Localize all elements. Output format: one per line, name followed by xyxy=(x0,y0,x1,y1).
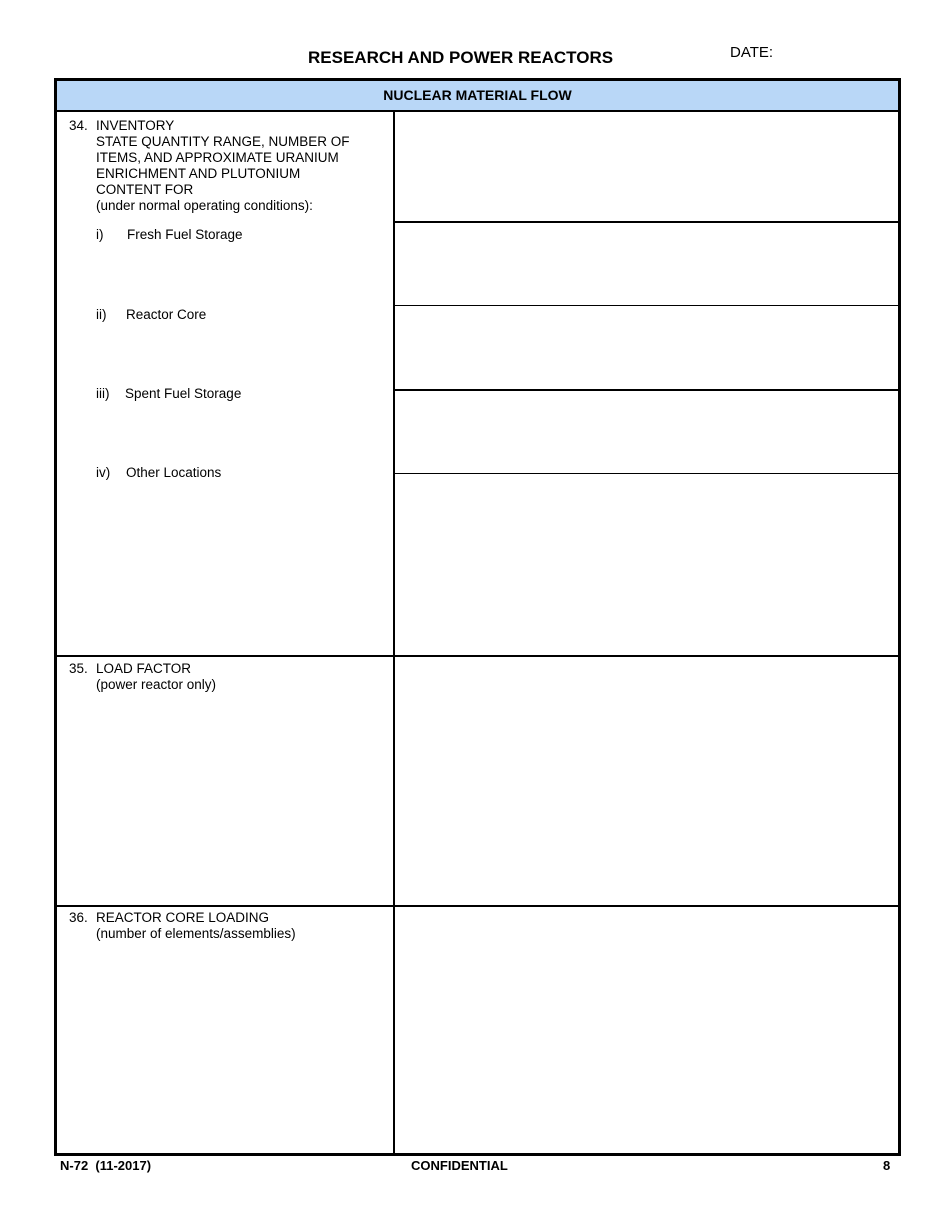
item-label: Other Locations xyxy=(126,465,222,480)
answer-field-load-factor[interactable] xyxy=(396,657,898,905)
classification-label: CONFIDENTIAL xyxy=(411,1158,508,1173)
answer-field-spent-fuel-storage[interactable] xyxy=(396,391,898,473)
date-label: DATE: xyxy=(730,44,774,61)
question-number: 35. xyxy=(69,661,88,676)
answer-field-other-locations[interactable] xyxy=(396,474,898,655)
question-text: STATE QUANTITY RANGE, NUMBER OF xyxy=(96,134,350,149)
item-numeral: i) xyxy=(96,227,104,242)
answer-field-reactor-core-loading[interactable] xyxy=(396,907,898,1153)
question-title: LOAD FACTOR xyxy=(96,661,192,676)
question-text: CONTENT FOR xyxy=(96,182,194,197)
item-numeral: iii) xyxy=(96,386,110,401)
question-text: ENRICHMENT AND PLUTONIUM xyxy=(96,166,301,181)
item-numeral: iv) xyxy=(96,465,111,480)
item-label: Fresh Fuel Storage xyxy=(127,227,243,242)
question-title: REACTOR CORE LOADING xyxy=(96,910,270,925)
page-number: 8 xyxy=(883,1158,891,1173)
question-number: 34. xyxy=(69,118,88,133)
question-note: (number of elements/assemblies) xyxy=(96,926,296,941)
question-number: 36. xyxy=(69,910,88,925)
form-id: N-72 (11-2017) xyxy=(60,1158,152,1173)
question-note: (under normal operating conditions): xyxy=(96,198,313,213)
section-header: NUCLEAR MATERIAL FLOW xyxy=(57,81,898,112)
nuclear-material-flow-form xyxy=(54,78,901,1156)
item-numeral: ii) xyxy=(96,307,107,322)
answer-field-inventory-general[interactable] xyxy=(396,112,898,221)
question-text: ITEMS, AND APPROXIMATE URANIUM xyxy=(96,150,339,165)
item-label: Reactor Core xyxy=(126,307,207,322)
item-label: Spent Fuel Storage xyxy=(125,386,242,401)
answer-field-fresh-fuel-storage[interactable] xyxy=(396,223,898,305)
form-title: RESEARCH AND POWER REACTORS xyxy=(308,48,614,67)
question-title: INVENTORY xyxy=(96,118,175,133)
question-note: (power reactor only) xyxy=(96,677,217,692)
column-divider xyxy=(393,112,395,1153)
answer-field-reactor-core[interactable] xyxy=(396,306,898,389)
